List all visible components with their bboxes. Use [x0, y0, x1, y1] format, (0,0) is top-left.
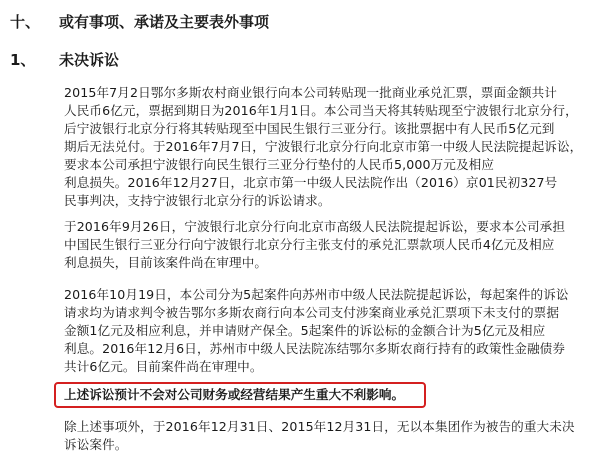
paragraph-line: 要求本公司承担宁波银行向民生银行三亚分行垫付的人民币5,000万元及相应: [64, 157, 495, 172]
paragraph-line: 请求均为请求判令被告鄂尔多斯农商行向本公司支付涉案商业承兑汇票项下未支付的票据: [64, 305, 560, 320]
subsection-title: 未决诉讼: [59, 51, 120, 69]
paragraph-litigation-1: [64, 84, 586, 210]
paragraph-line: 中国民生银行三亚分行向宁波银行北京分行主张支付的承兑汇票款项人民币4亿元及相应: [64, 237, 555, 252]
subsection-number: 1、: [10, 51, 36, 69]
paragraph-final: [64, 418, 586, 454]
subsection-heading: [10, 50, 120, 70]
paragraph-line: 利息损失。2016年12月27日，北京市第一中级人民法院作出（2016）京01民初327号: [64, 175, 558, 190]
paragraph-line: 2015年7月2日鄂尔多斯农村商业银行向本公司转贴现一批商业承兑汇票，票面金额共计: [64, 85, 557, 100]
section-number: 十、: [10, 13, 41, 31]
paragraph-litigation-3: [64, 286, 586, 376]
paragraph-line: 诉讼案件。: [64, 437, 128, 452]
paragraph-line: 利息。2016年12月6日，苏州市中级人民法院冻结鄂尔多斯农商行持有的政策性金融债券: [64, 341, 566, 356]
paragraph-line: 人民币6亿元，票据到期日为2016年1月1日。本公司当天将其转贴现至宁波银行北京分行，: [64, 103, 578, 118]
paragraph-line: 共计6亿元。目前案件尚在审理中。: [64, 359, 263, 374]
paragraph-line: 除上述事项外，于2016年12月31日、2015年12月31日，无以本集团作为被告的重大未决: [64, 419, 575, 434]
paragraph-litigation-2: [64, 218, 586, 272]
paragraph-line: 利息损失，目前该案件尚在审理中。: [64, 255, 268, 270]
paragraph-line: 金额1亿元及相应利息，并申请财产保全。5起案件的诉讼标的金额合计为5亿元及相应: [64, 323, 546, 338]
paragraph-line: 于2016年9月26日，宁波银行北京分行向北京市高级人民法院提起诉讼，要求本公司承担: [64, 219, 566, 234]
section-title: 或有事项、承诺及主要表外事项: [59, 13, 270, 31]
paragraph-line: 民事判决，支持宁波银行北京分行的诉讼请求。: [64, 193, 331, 208]
paragraph-line: 后宁波银行北京分行将其转贴现至中国民生银行三亚分行。该批票据中有人民币5亿元到: [64, 121, 555, 136]
conclusion-statement: 上述诉讼预计不会对公司财务或经营结果产生重大不利影响。: [64, 387, 405, 402]
paragraph-line: 期后无法兑付。于2016年7月7日，宁波银行北京分行向北京市第一中级人民法院提起诉讼，: [64, 139, 583, 154]
section-heading: [10, 12, 270, 32]
paragraph-line: 2016年10月19日，本公司分为5起案件向苏州市中级人民法院提起诉讼，每起案件的诉讼: [64, 287, 569, 302]
